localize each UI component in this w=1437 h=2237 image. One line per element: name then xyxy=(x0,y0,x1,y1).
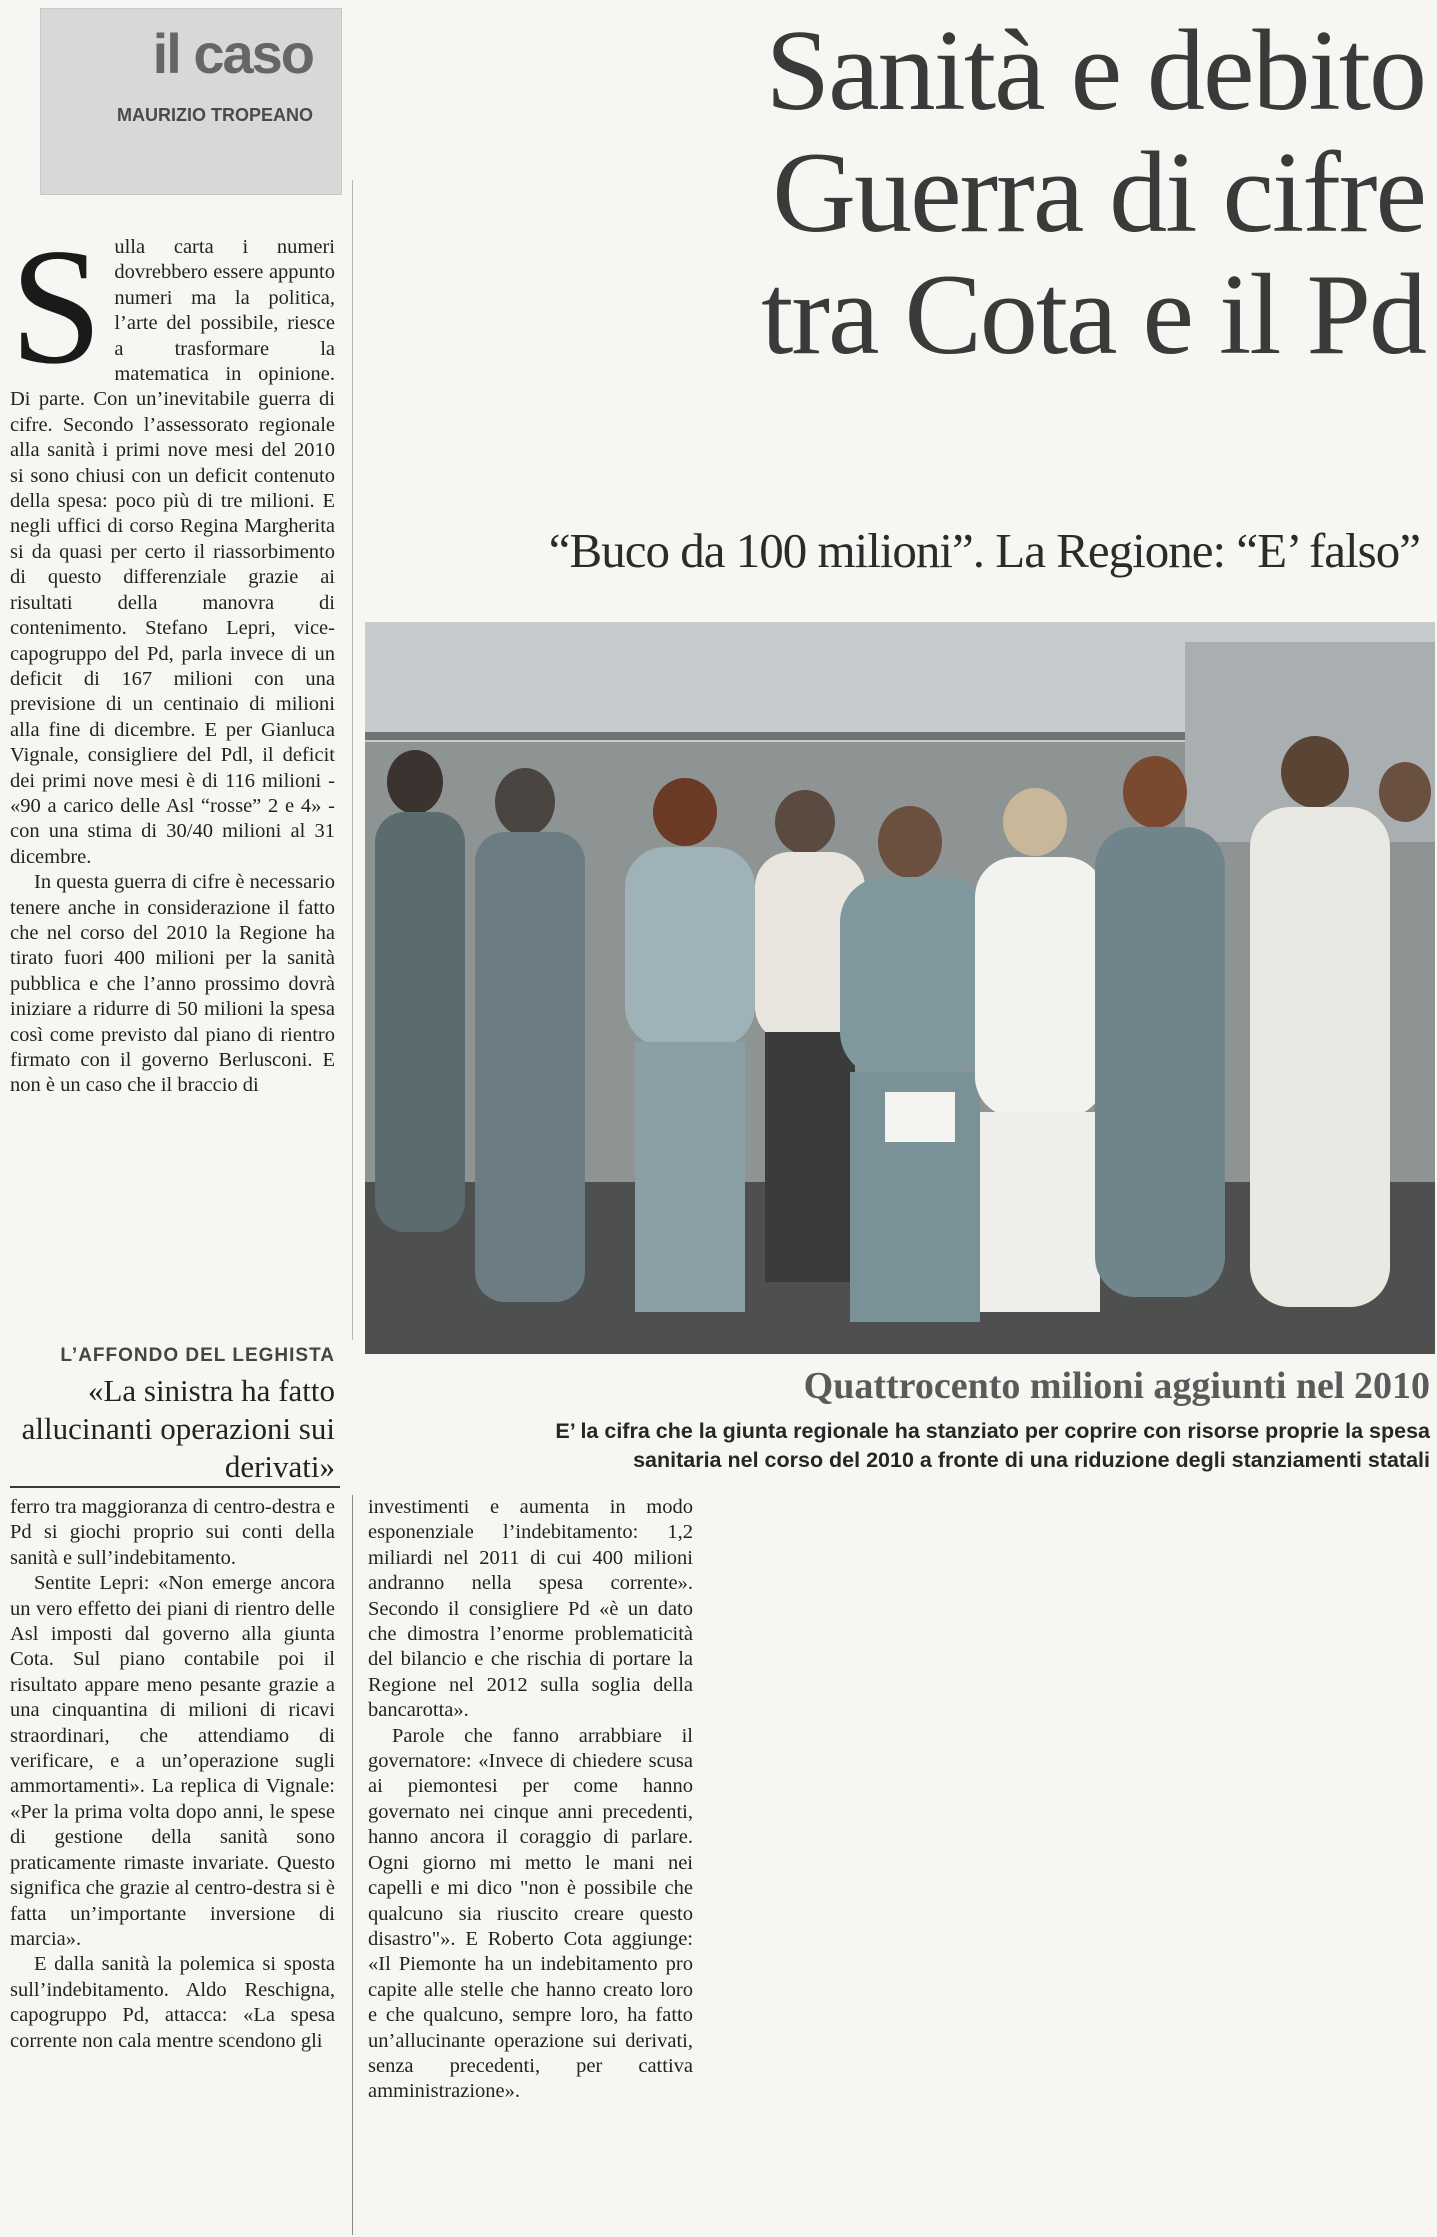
article-paragraph: E dalla sanità la polemica si sposta sull’indebitamento. Aldo Reschigna, capogruppo Pd, attacca: «La spesa corrente non cala mentre scendono gli xyxy=(10,1953,335,2052)
subheadline: “Buco da 100 milioni”. La Regione: “E’ falso” xyxy=(548,523,1420,578)
article-column-3 xyxy=(368,1495,693,2105)
column-divider xyxy=(352,180,353,1340)
pull-quote: «La sinistra ha fatto allucinanti operazioni sui derivati» xyxy=(21,1373,335,1484)
author-byline: MAURIZIO TROPEANO xyxy=(117,105,313,125)
article-paragraph: Parole che fanno arrabbiare il governatore: «Invece di chiedere scusa ai piemontesi per come hanno governato nei cinque anni precedenti, hanno ancora il coraggio di parlare. Ogni giorno mi metto le mani nei capelli e mi dico "non è possibile che qualcuno sia riuscito creare questo disastro"». E Roberto Cota aggiunge: «Il Piemonte ha un indebitamento pro capite alle stelle che hanno creato loro e che qualcuno, sempre loro, ha fatto un’allucinante operazione sui derivati, senza precedenti, per cattiva amministrazione». xyxy=(368,1724,693,2103)
headline xyxy=(525,7,1425,379)
photo-caption-text: E’ la cifra che la giunta regionale ha stanziato per coprire con risorse proprie la spesa sanitaria nel corso del 2010 a fronte di una riduzione degli stanziamenti statali xyxy=(555,1419,1430,1472)
rubric-box xyxy=(40,8,342,195)
article-column-1 xyxy=(10,214,335,1099)
article-paragraph: Sulla carta i numeri dovrebbero essere appunto numeri ma la politica, l’arte del possibile, riesce a trasformare la matematica in opinione. Di parte. Con un’inevitabile guerra di cifre. Secondo l’assessorato regionale alla sanità i primi nove mesi del 2010 si sono chiusi con un deficit contenuto della spesa: poco più di tre milioni. E negli uffici di corso Regina Margherita si da quasi per certo il riassorbimento di questo differenziale grazie ai risultati della manovra di contenimento. Stefano Lepri, vice-capogruppo del Pd, parla invece di un deficit di 167 milioni con una previsione di un centinaio di milioni alla fine di dicembre. E per Gianluca Vignale, consigliere del Pdl, il deficit dei primi nove mesi è di 116 milioni - «90 a carico delle Asl “rosse” 2 e 4» - con una stima di 30/40 milioni al 31 dicembre. xyxy=(10,214,335,868)
photo-illustration xyxy=(365,622,1435,1354)
pull-quote-kicker: L’AFFONDO DEL LEGHISTA xyxy=(60,1345,335,1366)
column-divider xyxy=(352,1495,353,2235)
drop-cap: S xyxy=(10,214,103,398)
headline-line-2: Guerra di cifre xyxy=(772,129,1425,257)
photo-caption-title: Quattrocento milioni aggiunti nel 2010 xyxy=(803,1365,1430,1407)
article-paragraph: Sentite Lepri: «Non emerge ancora un vero effetto dei piani di rientro delle Asl imposti dal governo alla giunta Cota. Sul piano contabile poi il risultato appare meno pesante grazie a una cinquantina di milioni di ricavi straordinari, che attendiamo di verificare, e a un’operazione sugli ammortamenti». La replica di Vignale: «Per la prima volta dopo anni, le spese di gestione della sanità sono praticamente rimaste invariate. Questo significa che grazie al centro-destra si è fatta un’importante inversione di marcia». xyxy=(10,1572,335,1950)
pull-quote-rule xyxy=(10,1486,340,1488)
article-paragraph: ferro tra maggioranza di centro-destra e Pd si giochi proprio sui conti della sanità e sull’indebitamento. xyxy=(10,1496,335,1569)
article-paragraph: In questa guerra di cifre è necessario tenere anche in considerazione il fatto che nel corso del 2010 la Regione ha tirato fuori 400 milioni per la sanità pubblica e che l’anno prossimo dovrà iniziare a ridurre di 50 milioni la spesa così come previsto dal piano di rientro firmato con il governo Berlusconi. E non è un caso che il braccio di xyxy=(10,871,335,1097)
article-paragraph: investimenti e aumenta in modo esponenziale l’indebitamento: 1,2 miliardi nel 2011 di cui 400 milioni andranno nella spesa corrente». Secondo il consigliere Pd «è un dato che dimostra l’enorme problematicità del bilancio e che rischia di portare la Regione nel 2012 sulla soglia della bancarotta». xyxy=(368,1496,693,1722)
rubric-label: il caso xyxy=(152,22,313,85)
headline-line-1: Sanità e debito xyxy=(765,7,1425,135)
article-photo xyxy=(365,622,1435,1354)
article-column-2 xyxy=(10,1495,335,2054)
headline-line-3: tra Cota e il Pd xyxy=(761,251,1425,379)
